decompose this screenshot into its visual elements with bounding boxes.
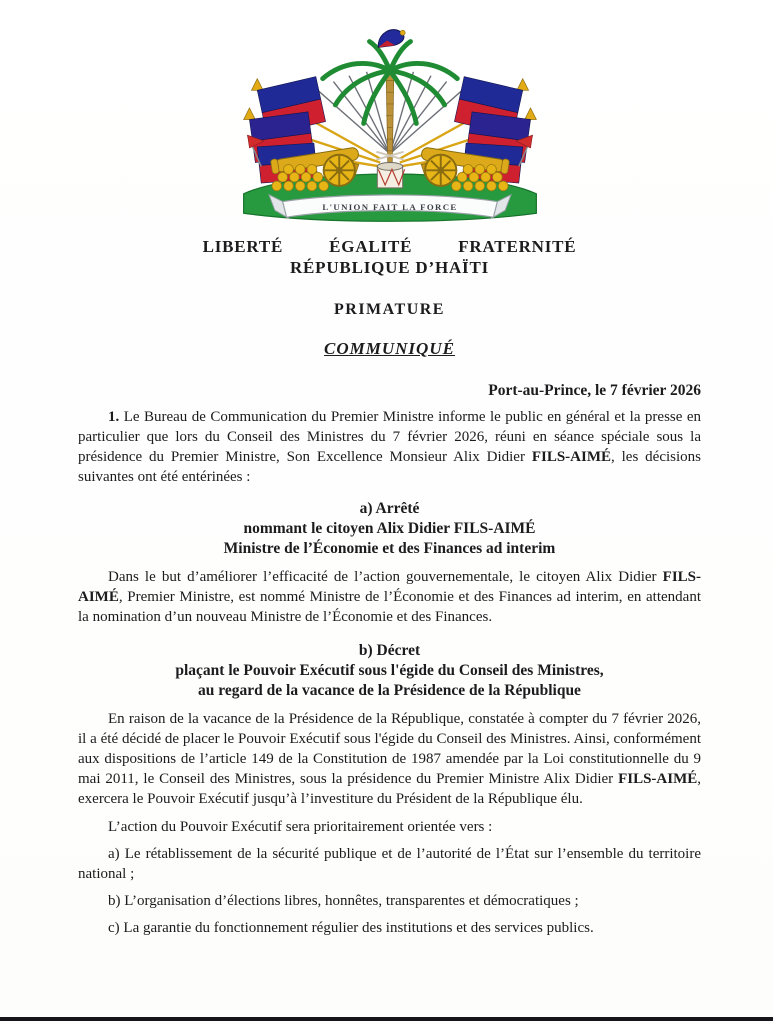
section-a-line-2: nommant le citoyen Alix Didier FILS-AIMÉ (243, 520, 536, 537)
national-motto-line (78, 236, 701, 257)
section-a-line-3: Ministre de l’Économie et des Finances ad interim (223, 540, 556, 557)
document-title: COMMUNIQUÉ (324, 339, 455, 358)
motto-word-egalite: ÉGALITÉ (329, 237, 413, 256)
priority-item-b: b) L’organisation d’élections libres, honnêtes, transparentes et démocratiques ; (108, 893, 579, 909)
priority-item-c: c) La garantie du fonctionnement régulier des institutions et des services publics. (108, 920, 594, 936)
paragraph-decret: En raison de la vacance de la Présidence de la République, constatée à compter du 7 février 2026, il a été décidé de placer le Pouvoir Exécutif sous l'égide du Conseil des Ministres. Ainsi, conformément aux dispositions de l’article 149 de la Constitution de 1987 amendée par la Loi constitutionnelle du 9 mai 2011, le Conseil des Ministres, sous la présidence du Premier Ministre Alix Didier FILS-AIMÉ, exercera le Pouvoir Exécutif jusqu’à l’investiture du Président de la République élu. (78, 711, 701, 807)
section-b-line-3: au regard de la vacance de la Présidence de la République (198, 682, 581, 699)
section-b-line-2: plaçant le Pouvoir Exécutif sous l'égide du Conseil des Ministres, (175, 662, 604, 679)
country-name: RÉPUBLIQUE D’HAÏTI (289, 258, 490, 277)
issuing-office: PRIMATURE (334, 301, 445, 318)
page-bottom-edge (0, 1017, 773, 1021)
coat-of-arms-graphic (224, 22, 556, 224)
section-b-heading (78, 641, 701, 701)
masthead (78, 236, 701, 359)
paragraph-intro: 1. Le Bureau de Communication du Premier Ministre informe le public en général et la presse en particulier que lors du Conseil des Ministres du 7 février 2026, réuni en séance spéciale sous la présidence du Premier Ministre, Son Excellence Monsieur Alix Didier FILS-AIMÉ, les décisions suivantes ont été entérinées : (78, 409, 702, 485)
dateline: Port-au-Prince, le 7 février 2026 (488, 382, 701, 399)
section-b-line-1: b) Décret (358, 642, 421, 659)
section-a-heading (78, 499, 701, 559)
motto-ribbon-text: L'UNION FAIT LA FORCE (321, 201, 458, 212)
priority-item-a: a) Le rétablissement de la sécurité publique et de l’autorité de l’État sur l’ensemble du territoire national ; (78, 846, 701, 882)
motto-word-fraternite: FRATERNITÉ (458, 237, 577, 256)
section-a-line-1: a) Arrêté (359, 500, 420, 517)
paragraph-arrete: Dans le but d’améliorer l’efficacité de l’action gouvernementale, le citoyen Alix Didier FILS-AIMÉ, Premier Ministre, est nommé Ministre de l’Économie et des Finances ad interim, en attendant la nomination d’un nouveau Ministre de l’Économie et des Finances. (78, 569, 701, 625)
paragraph-priorities-intro: L’action du Pouvoir Exécutif sera prioritairement orientée vers : (108, 819, 493, 835)
haiti-coat-of-arms (78, 22, 701, 224)
liberty-cap-icon (378, 30, 405, 48)
motto-word-liberte: LIBERTÉ (202, 237, 284, 256)
